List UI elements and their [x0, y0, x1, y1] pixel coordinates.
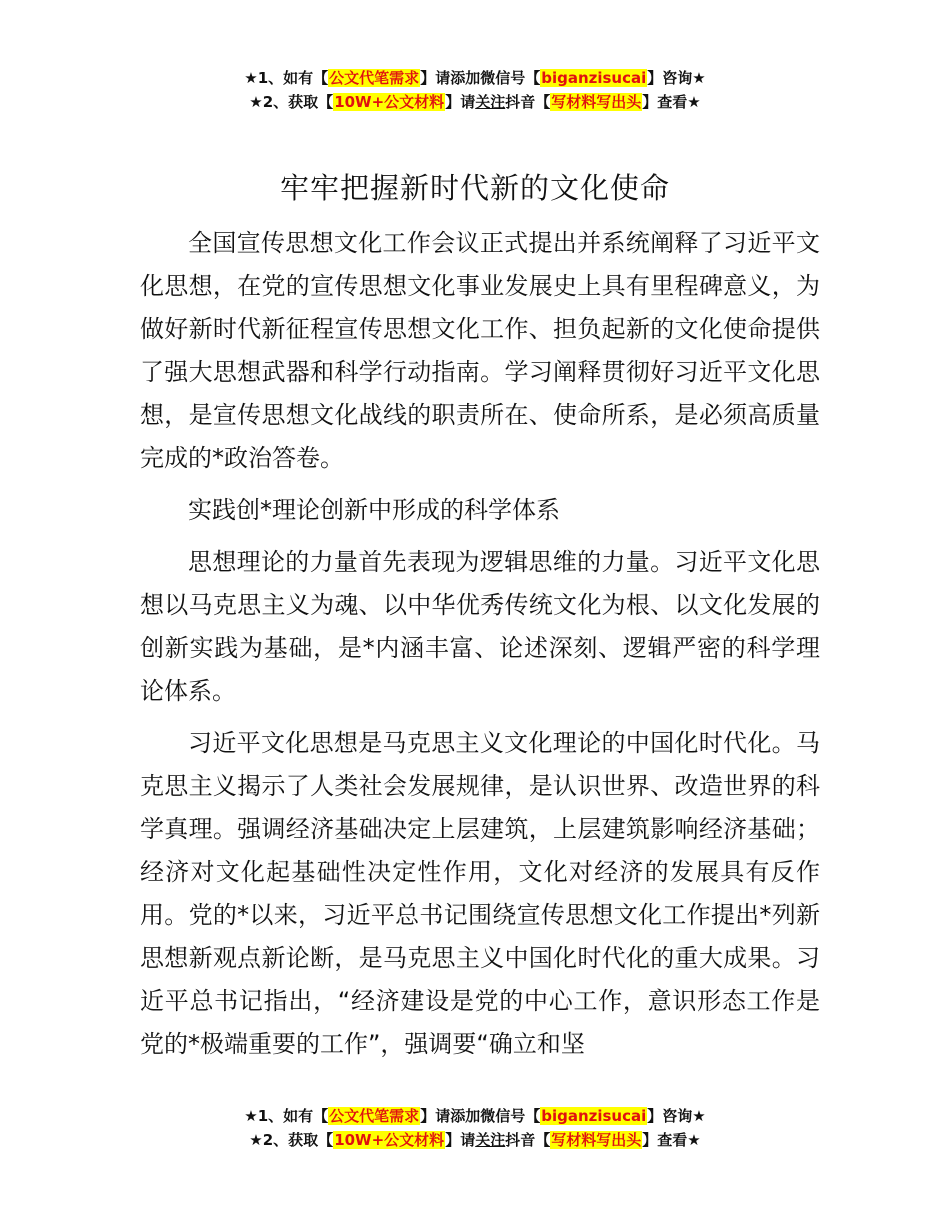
footer-line-2-middle-b: 抖音【: [505, 1131, 551, 1149]
article-paragraph: 思想理论的力量首先表现为逻辑思维的力量。习近平文化思想以马克思主义为魂、以中华优秀传统文化为根、以文化发展的创新实践为基础，是*内涵丰富、论述深刻、逻辑严密的科学理论体系。: [140, 548, 820, 705]
header-line-2-prefix: ★2、获取【: [249, 93, 334, 111]
materials-highlight: 10W+公文材料: [334, 1131, 445, 1149]
follow-underlined-text: 关注: [475, 1131, 506, 1149]
wechat-id-highlight: biganzisucai: [541, 1107, 647, 1125]
header-line-1-middle: 】请添加微信号【: [420, 69, 541, 87]
header-line-2-middle-a: 】请: [445, 93, 476, 111]
footer-banner: [0, 1104, 950, 1152]
footer-line-1-middle: 】请添加微信号【: [420, 1107, 541, 1125]
ghostwriting-service-highlight: 公文代笔需求: [329, 1107, 420, 1125]
article-subheading: 实践创*理论创新中形成的科学体系: [188, 496, 560, 524]
article-paragraph: 全国宣传思想文化工作会议正式提出并系统阐释了习近平文化思想，在党的宣传思想文化事业发展史上具有里程碑意义，为做好新时代新征程宣传思想文化工作、担负起新的文化使命提供了强大思想武器和科学行动指南。学习阐释贯彻好习近平文化思想，是宣传思想文化战线的职责所在、使命所系，是必须高质量完成的*政治答卷。: [140, 229, 820, 472]
header-line-2-middle-b: 抖音【: [505, 93, 551, 111]
footer-line-2-middle-a: 】请: [445, 1131, 476, 1149]
footer-line-1: [0, 1104, 950, 1128]
footer-line-2-suffix: 】查看★: [642, 1131, 701, 1149]
footer-line-2: [0, 1128, 950, 1152]
header-line-2: [0, 90, 950, 114]
materials-highlight: 10W+公文材料: [334, 93, 445, 111]
wechat-id-highlight: biganzisucai: [541, 69, 647, 87]
footer-line-1-suffix: 】咨询★: [647, 1107, 706, 1125]
header-line-1: [0, 66, 950, 90]
follow-underlined-text: 关注: [475, 93, 506, 111]
douyin-account-highlight: 写材料写出头: [551, 1131, 642, 1149]
article-paragraph: 习近平文化思想是马克思主义文化理论的中国化时代化。马克思主义揭示了人类社会发展规律，是认识世界、改造世界的科学真理。强调经济基础决定上层建筑，上层建筑影响经济基础；经济对文化起基础性决定性作用，文化对经济的发展具有反作用。党的*以来，习近平总书记围绕宣传思想文化工作提出*列新思想新观点新论断，是马克思主义中国化时代化的重大成果。习近平总书记指出，“经济建设是党的中心工作，意识形态工作是党的*极端重要的工作”，强调要“确立和坚: [140, 729, 820, 1058]
article-body: [140, 222, 820, 1075]
footer-line-1-prefix: ★1、如有【: [244, 1107, 329, 1125]
footer-line-2-prefix: ★2、获取【: [249, 1131, 334, 1149]
header-line-1-suffix: 】咨询★: [647, 69, 706, 87]
douyin-account-highlight: 写材料写出头: [551, 93, 642, 111]
article-title: 牢牢把握新时代新的文化使命: [279, 171, 670, 205]
header-banner: [0, 66, 950, 114]
header-line-1-prefix: ★1、如有【: [244, 69, 329, 87]
ghostwriting-service-highlight: 公文代笔需求: [329, 69, 420, 87]
header-line-2-suffix: 】查看★: [642, 93, 701, 111]
